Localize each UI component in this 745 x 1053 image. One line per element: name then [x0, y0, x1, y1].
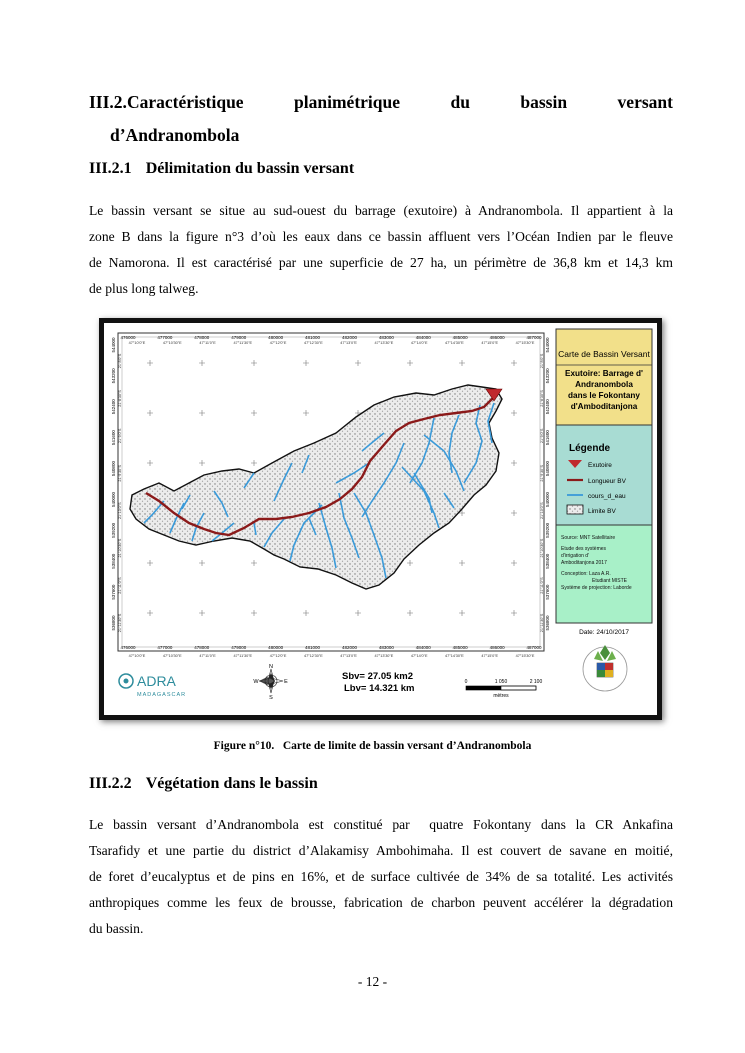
- northing-label: 537600: [545, 584, 550, 600]
- latitude-label: 21°8'0"S: [118, 353, 122, 369]
- map-title: Carte de Bassin Versant: [558, 349, 650, 359]
- latitude-label: 21°10'0"S: [118, 502, 122, 520]
- northing-label: 537600: [111, 584, 116, 600]
- longitude-label: 47°10'0"E: [128, 654, 146, 658]
- compass-s: S: [269, 695, 273, 701]
- source-line: Conception: Laza A.R.: [561, 571, 611, 577]
- exutoire-box-line: Exutoire: Barrage d': [565, 369, 643, 378]
- longitude-label: 47°13'0"E: [340, 341, 357, 345]
- easting-label: 478000: [194, 335, 210, 340]
- northing-label: 539200: [545, 522, 550, 538]
- basin-area: Sbv= 27.05 km2: [342, 671, 414, 682]
- source-line: d'irrigation d': [561, 553, 590, 559]
- university-crest: [583, 645, 627, 691]
- compass-rose-icon: [253, 664, 288, 701]
- legend-item: Limite BV: [588, 508, 616, 515]
- longitude-label: 47°13'30"E: [374, 654, 394, 658]
- easting-label: 484000: [415, 335, 431, 340]
- legend-item: cours_d_eau: [588, 493, 626, 500]
- easting-label: 481000: [305, 335, 321, 340]
- easting-label: 486000: [489, 645, 505, 650]
- page-number: - 12 -: [357, 974, 388, 989]
- heading-word: planimétrique: [294, 92, 401, 112]
- scale-label: 0: [464, 679, 468, 685]
- latitude-label: 21°10'30"S: [118, 538, 122, 558]
- northing-label: 536800: [545, 615, 550, 631]
- text-line: Tsarafidy et une partie du district d’Alakamisy Ambohimaha. Il est couvert de savane en moitié,: [89, 843, 673, 858]
- easting-label: 487000: [526, 335, 542, 340]
- northing-label: 540000: [545, 491, 550, 507]
- watershed-map: [104, 323, 657, 715]
- easting-label: 483000: [378, 335, 394, 340]
- latitude-label: 21°11'0"S: [118, 577, 122, 594]
- longitude-label: 47°15'30"E: [515, 341, 535, 345]
- chapter-heading-line2: d’Andranombola: [110, 125, 240, 145]
- longitude-label: 47°12'30"E: [303, 341, 323, 345]
- longitude-label: 47°11'0"E: [199, 341, 216, 345]
- section-heading: III.2.1 Délimitation du bassin versant: [89, 160, 355, 177]
- easting-label: 486000: [489, 335, 505, 340]
- northing-label: 540800: [111, 461, 116, 477]
- scale-label: 1 050: [494, 679, 508, 685]
- latitude-label: 21°8'30"S: [540, 390, 544, 407]
- text-line: Le bassin versant d’Andranombola est constitué par quatre Fokontany dans la CR Ankafina: [89, 817, 673, 832]
- northing-label: 544000: [111, 337, 116, 353]
- easting-label: 478000: [194, 645, 210, 650]
- longitude-label: 47°10'0"E: [128, 341, 146, 345]
- northing-label: 541600: [545, 430, 550, 446]
- northing-label: 543200: [545, 368, 550, 384]
- longitude-label: 47°13'30"E: [374, 341, 394, 345]
- longitude-label: 47°14'30"E: [445, 654, 464, 658]
- longitude-label: 47°11'30"E: [233, 654, 253, 658]
- longitude-label: 47°11'0"E: [199, 654, 216, 658]
- adra-country: MADAGASCAR: [137, 692, 187, 698]
- source-line: Amboditanjona 2017: [561, 560, 607, 566]
- adra-logo: [119, 673, 186, 698]
- easting-label: 479000: [231, 335, 247, 340]
- map-figure: [104, 323, 657, 715]
- adra-name: ADRA: [137, 673, 176, 689]
- source-line: Etude des systèmes: [561, 546, 607, 552]
- scale-unit: mètres: [493, 693, 509, 699]
- easting-label: 485000: [452, 645, 468, 650]
- scale-label: 2 100: [529, 679, 543, 685]
- northing-label: 543200: [111, 368, 116, 384]
- easting-label: 482000: [341, 335, 357, 340]
- section2-paragraph: [89, 812, 673, 942]
- easting-label: 480000: [268, 645, 284, 650]
- easting-label: 476000: [120, 645, 136, 650]
- latitude-label: 21°11'0"S: [540, 577, 544, 594]
- latitude-label: 21°11'30"S: [118, 613, 122, 633]
- northing-label: 542400: [545, 399, 550, 415]
- text-line: de plus long talweg.: [89, 281, 199, 296]
- source-line: Source: MNT Satellitaire: [561, 535, 616, 541]
- scale-bar: [465, 679, 543, 699]
- latitude-label: 21°9'30"S: [118, 464, 122, 482]
- latitude-label: 21°10'0"S: [540, 502, 544, 520]
- easting-label: 477000: [157, 645, 173, 650]
- longitude-label: 47°15'30"E: [515, 654, 535, 658]
- text-line: de Namorona. Il est caractérisé par une superficie de 27 ha, un périmètre de 36,8 km et 14,3 km: [89, 255, 673, 270]
- compass-n: N: [269, 664, 273, 670]
- heading-word: versant: [617, 92, 673, 112]
- text-line: anthropiques comme les feux de brousse, fabrication de charbon peuvent accélérer la dégradation: [89, 895, 673, 910]
- northing-label: 541600: [111, 430, 116, 446]
- text-line: zone B dans la figure n°3 d’où les eaux dans ce bassin affluent vers l’Océan Indien par le fleuve: [89, 229, 673, 244]
- easting-label: 481000: [305, 645, 321, 650]
- text-line: Le bassin versant se situe au sud-ouest du barrage (exutoire) à Andranombola. Il appartient à la: [89, 203, 673, 218]
- easting-label: 483000: [378, 645, 394, 650]
- northing-label: 536800: [111, 615, 116, 631]
- legend-item: Exutoire: [588, 462, 612, 469]
- easting-label: 487000: [526, 645, 542, 650]
- section-heading: III.2.2 Végétation dans le bassin: [89, 775, 318, 792]
- longitude-label: 47°15'0"E: [481, 654, 499, 658]
- source-line: Système de projection: Laborde: [561, 585, 632, 591]
- heading-word: bassin: [520, 92, 568, 112]
- longitude-label: 47°12'30"E: [303, 654, 323, 658]
- heading-word: du: [450, 92, 470, 112]
- northing-label: 540000: [111, 491, 116, 507]
- exutoire-box-line: d'Amboditanjona: [570, 402, 638, 411]
- longitude-label: 47°12'0"E: [269, 341, 287, 345]
- latitude-label: 21°9'30"S: [540, 464, 544, 482]
- basin-length: Lbv= 14.321 km: [344, 683, 415, 694]
- northing-label: 539200: [111, 522, 116, 538]
- latitude-label: 21°8'30"S: [118, 390, 122, 407]
- chapter-heading: [89, 92, 673, 113]
- heading-number-and-word: III.2.Caractéristique: [89, 92, 244, 112]
- easting-label: 484000: [415, 645, 431, 650]
- compass-e: E: [284, 679, 288, 685]
- northing-label: 538400: [545, 553, 550, 569]
- longitude-label: 47°14'0"E: [410, 654, 428, 658]
- legend-item: Longueur BV: [588, 478, 626, 485]
- longitude-label: 47°15'0"E: [481, 341, 499, 345]
- longitude-label: 47°14'30"E: [445, 341, 464, 345]
- easting-label: 480000: [268, 335, 284, 340]
- northing-label: 540800: [545, 461, 550, 477]
- exutoire-box-line: dans le Fokontany: [568, 391, 640, 400]
- longitude-label: 47°12'0"E: [269, 654, 287, 658]
- longitude-label: 47°14'0"E: [410, 341, 428, 345]
- map-date: Date: 24/10/2017: [579, 629, 629, 636]
- easting-label: 479000: [231, 645, 247, 650]
- longitude-label: 47°13'0"E: [340, 654, 357, 658]
- legend-boundary-symbol: [567, 505, 583, 514]
- longitude-label: 47°11'30"E: [233, 341, 253, 345]
- longitude-label: 47°10'30"E: [162, 654, 182, 658]
- easting-label: 476000: [120, 335, 136, 340]
- compass-w: W: [253, 679, 259, 685]
- section1-paragraph: [89, 198, 673, 302]
- legend-title: Légende: [569, 443, 611, 454]
- latitude-label: 21°9'0"S: [118, 428, 122, 444]
- exutoire-box-line: Andranombola: [575, 380, 633, 389]
- latitude-label: 21°10'30"S: [540, 538, 544, 558]
- easting-label: 477000: [157, 335, 173, 340]
- text-line: du bassin.: [89, 921, 144, 936]
- figure-caption: Figure n°10. Carte de limite de bassin versant d’Andranombola: [213, 740, 532, 752]
- latitude-label: 21°11'30"S: [540, 613, 544, 633]
- latitude-label: 21°8'0"S: [540, 353, 544, 369]
- northing-label: 538400: [111, 553, 116, 569]
- text-line: de foret d’eucalyptus et de pins en 16%, et de surface cultivée de 34% de sa totalité. Les activités: [89, 869, 673, 884]
- northing-label: 544000: [545, 337, 550, 353]
- latitude-label: 21°9'0"S: [540, 428, 544, 444]
- northing-label: 542400: [111, 399, 116, 415]
- source-line: Etudiant MISTE: [592, 578, 628, 584]
- longitude-label: 47°10'30"E: [162, 341, 182, 345]
- easting-label: 482000: [341, 645, 357, 650]
- easting-label: 485000: [452, 335, 468, 340]
